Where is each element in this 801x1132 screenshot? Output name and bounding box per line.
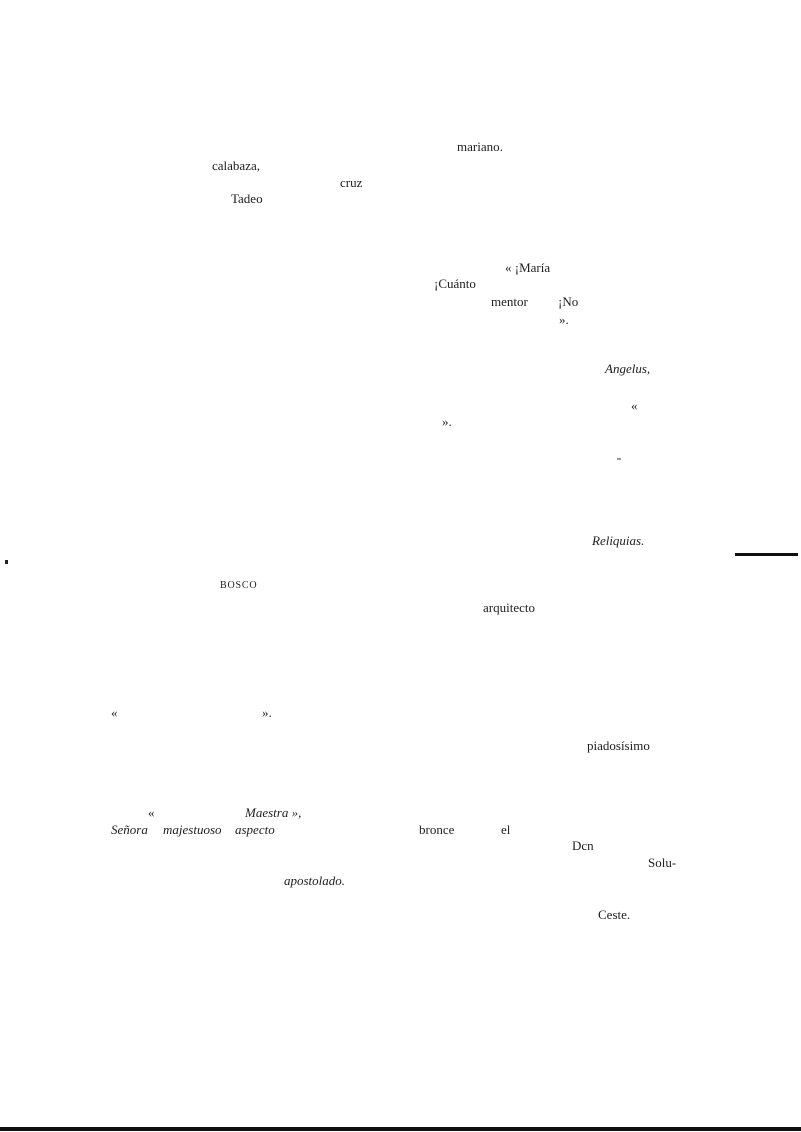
- word-cruz: cruz: [340, 175, 363, 190]
- word-maestra: Maestra »,: [245, 805, 302, 820]
- word-close-quote-3: ».: [262, 705, 272, 720]
- word-open-quote-3: «: [111, 705, 118, 720]
- word-tadeo: Tadeo: [231, 191, 263, 206]
- word-apostolado: apostolado.: [284, 873, 346, 888]
- word-el: el: [501, 822, 511, 837]
- word-calabaza: calabaza,: [212, 158, 260, 173]
- bottom-rule: [0, 1127, 801, 1131]
- word-solu: Solu-: [648, 855, 677, 870]
- word-open-quote-4: «: [148, 805, 155, 820]
- word-bosco: BOSCO: [220, 580, 258, 591]
- word-cuanto: ¡Cuánto: [434, 276, 476, 291]
- word-reliquias: Reliquias.: [592, 533, 645, 548]
- word-arquitecto: arquitecto: [483, 600, 535, 615]
- word-piadosisimo: piadosísimo: [587, 738, 650, 753]
- word-angelus: Angelus,: [605, 361, 651, 376]
- word-bronce: bronce: [419, 822, 455, 837]
- word-close-quote-2: ».: [442, 414, 452, 429]
- word-open-quote-2: «: [631, 398, 638, 413]
- margin-rule: [735, 553, 798, 556]
- word-close-quote-1: ».: [559, 312, 569, 327]
- word-no: ¡No: [558, 294, 579, 309]
- scan-speck: [5, 560, 8, 564]
- scan-speck: [617, 458, 621, 460]
- word-mentor: mentor: [491, 294, 528, 309]
- word-maria: « ¡María: [505, 260, 551, 275]
- word-majestuoso: majestuoso: [163, 822, 222, 837]
- word-don: Dcn: [572, 838, 594, 853]
- word-mariano: mariano.: [457, 139, 503, 154]
- word-ceste: Ceste.: [598, 907, 631, 922]
- word-aspecto: aspecto: [235, 822, 275, 837]
- word-senora: Señora: [111, 822, 148, 837]
